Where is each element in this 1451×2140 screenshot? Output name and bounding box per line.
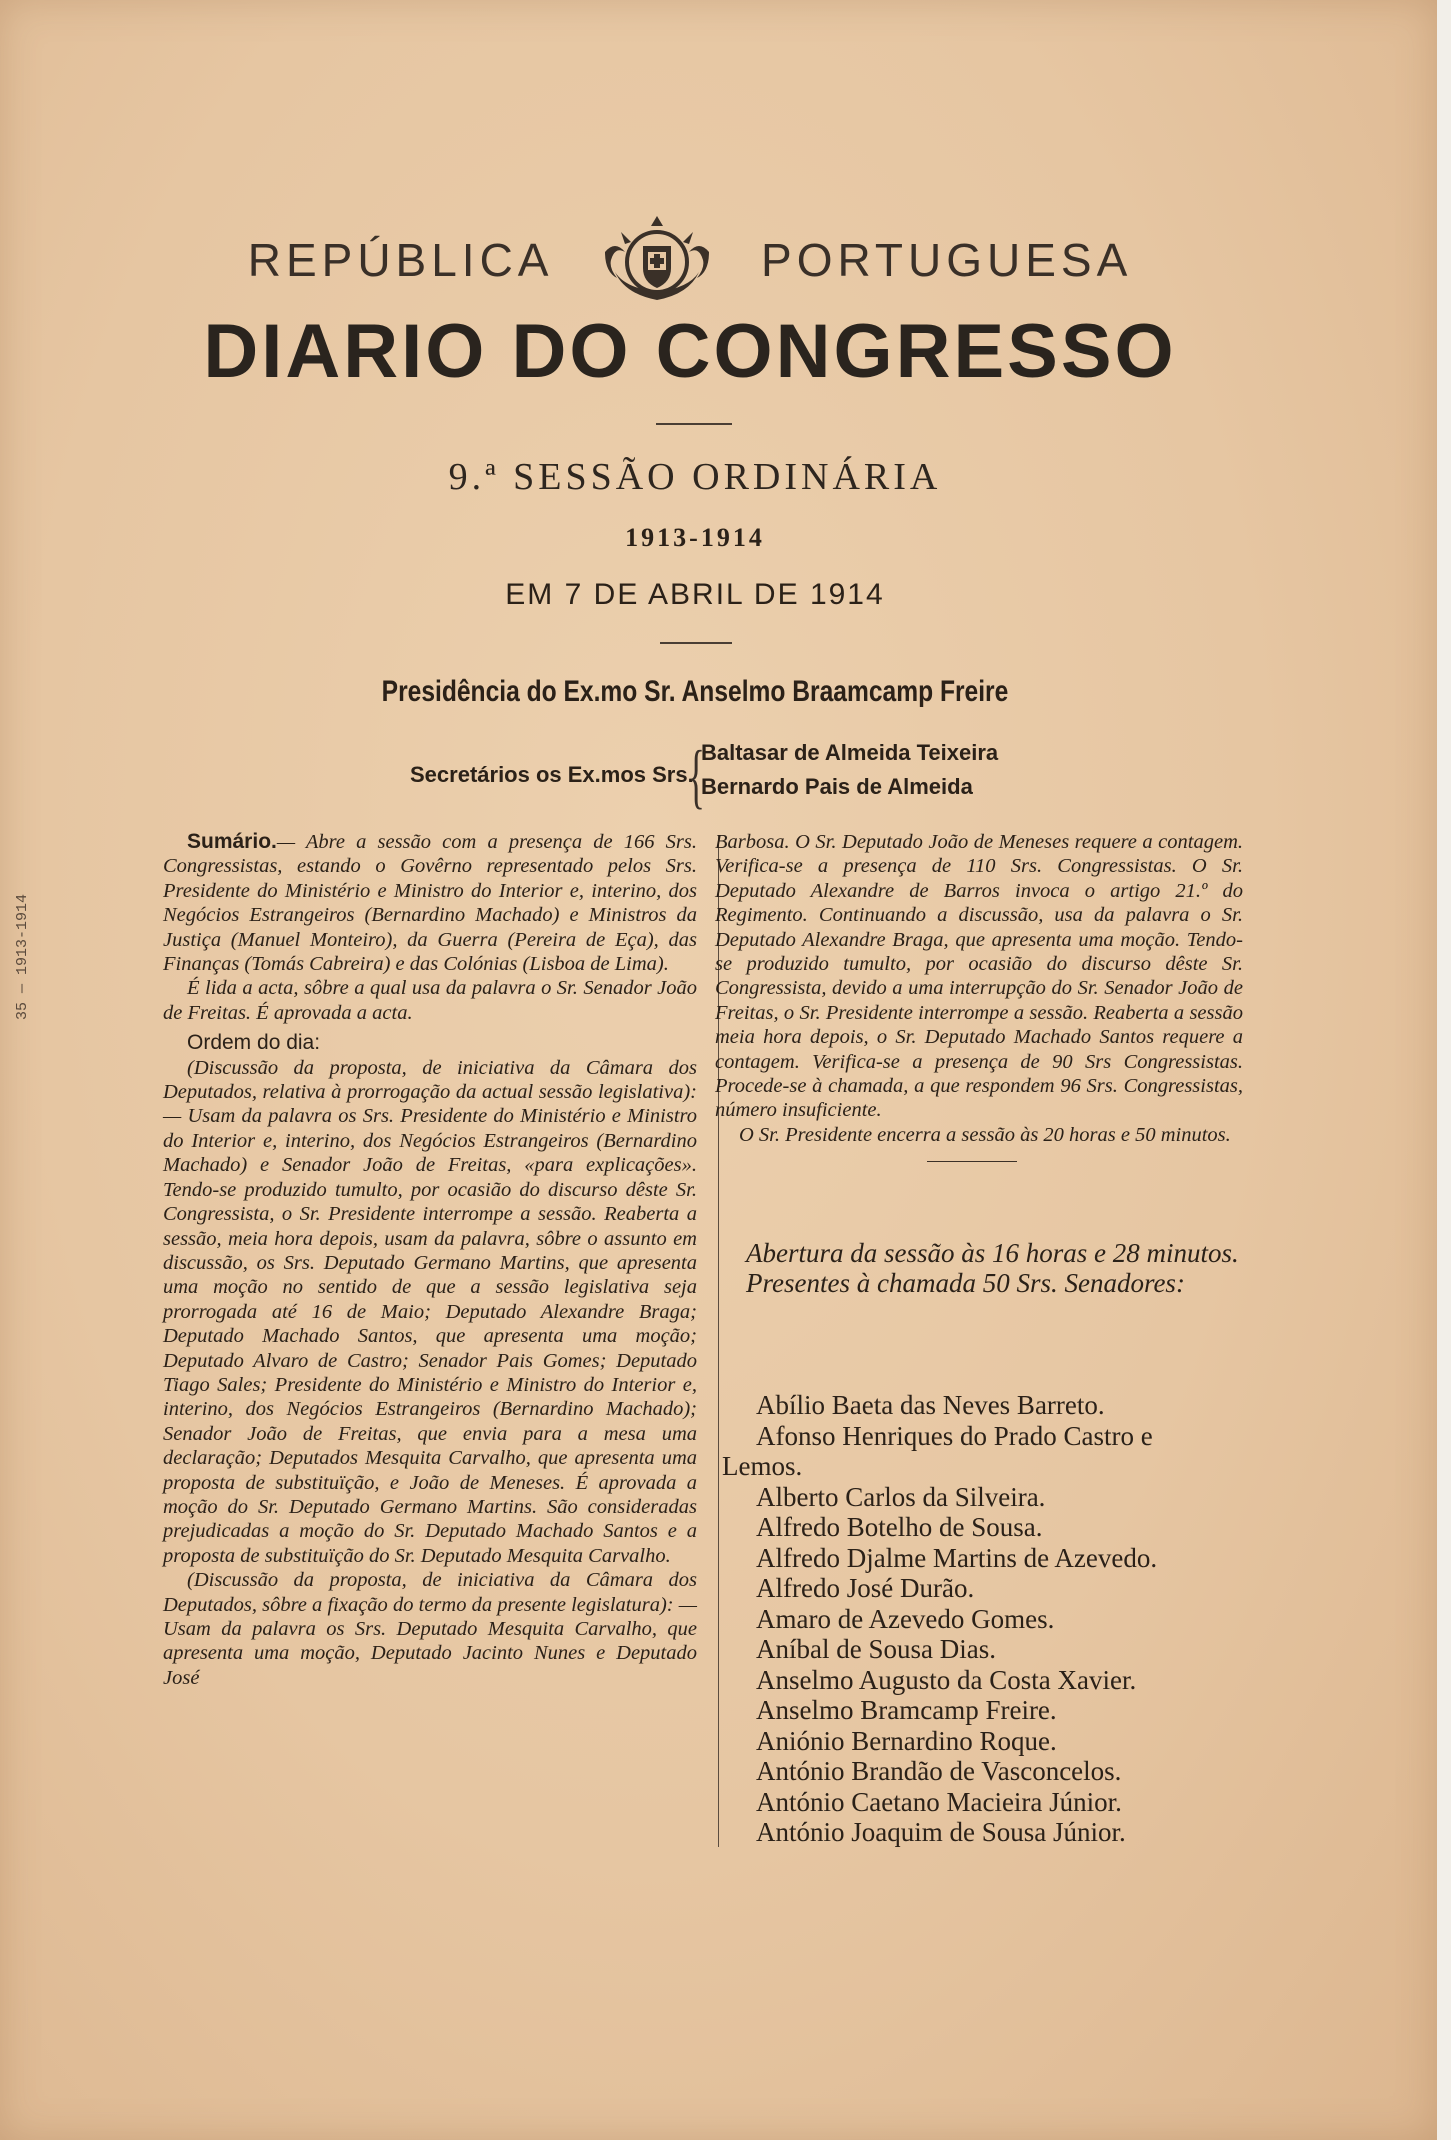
archive-code: [14, 980, 154, 1020]
divider: [927, 1161, 1017, 1162]
list-item: Anselmo Bramcamp Freire.: [756, 1695, 1057, 1725]
summary-left-column: [163, 830, 697, 1690]
senators-list: [722, 1390, 1247, 1848]
coat-of-arms-icon: [597, 212, 717, 308]
republic-left: REPÚBLICA: [247, 234, 554, 286]
masthead-republic: [0, 212, 1380, 308]
list-item: Alfredo Djalme Martins de Azevedo.: [756, 1542, 1158, 1573]
list-item: Alfredo Botelho de Sousa.: [756, 1512, 1043, 1542]
republic-right: PORTUGUESA: [761, 234, 1133, 286]
list-item: Alberto Carlos da Silveira.: [756, 1481, 1046, 1512]
session-title: 9.ª SESSÃO ORDINÁRIA: [448, 456, 942, 498]
list-item: António Joaquim de Sousa Júnior.: [756, 1817, 1126, 1847]
secretaries-names: [701, 736, 998, 804]
list-item: António Brandão de Vasconcelos.: [756, 1756, 1122, 1786]
divider: [656, 423, 732, 425]
scan-edge: [1437, 0, 1451, 2140]
summary-label: Sumário.: [187, 830, 277, 853]
summary-paragraph: (Discussão da proposta, de iniciativa da Câmara dos Deputados, relativa à prorrogação da actual sessão legislativa): — Usam da palavra os Srs. Presidente do Ministério e Ministro do Interior e, interino, dos Negócios Estrangeiros (Bernardino Machado) e Senador João de Freitas, «para explicações». Tendo-se produzido tumulto, por ocasião do discurso dêste Sr. Congressista, o Sr. Presidente interrompe a sessão. Reaberta a sessão, meia hora depois, usam da palavra, sôbre o assunto em discussão, os Srs. Deputado Germano Martins, que apresenta uma moção no sentido de que a sessão legislativa seja prorrogada até 16 de Maio; Deputado Alexandre Braga; Deputado Machado Santos, que apresenta uma moção; Deputado Alvaro de Castro; Senador Pais Gomes; Deputado Tiago Sales; Presidente do Ministério e Ministro do Interior e, interino, dos Negócios Estrangeiros (Bernardino Machado); Senador João de Freitas, que envia para a mesa uma declaração; Deputados Mesquita Carvalho, que apresenta uma proposta de substituïção, e João de Meneses. É aprovada a moção do Sr. Deputado Germano Martins. São consideradas prejudicadas a moção do Sr. Deputado Machado Santos e a proposta de substituïção do Sr. Deputado Mesquita Carvalho.: [163, 1056, 697, 1567]
session-date: EM 7 DE ABRIL DE 1914: [505, 578, 885, 611]
list-item: Amaro de Azevedo Gomes.: [756, 1603, 1055, 1634]
list-item: Lemos.: [722, 1451, 803, 1481]
list-item: António Caetano Macieira Júnior.: [756, 1786, 1122, 1817]
summary-paragraph: (Discussão da proposta, de iniciativa da Câmara dos Deputados, sôbre a fixação do termo da presente legislatura): — Usam da palavra os Srs. Deputado Mesquita Carvalho, que apresenta uma moção, Deputado Jacinto Nunes e Deputado José: [163, 1569, 697, 1689]
list-item: Anselmo Augusto da Costa Xavier.: [756, 1664, 1137, 1695]
opening-block: [722, 1238, 1247, 1298]
summary-paragraph: [163, 830, 697, 976]
opening-line: Abertura da sessão às 16 horas e 28 minutos.: [746, 1238, 1239, 1268]
summary-paragraph: É lida a acta, sôbre a qual usa da palavra o Sr. Senador João de Freitas. É aprovada a acta.: [163, 977, 697, 1024]
presidency-line: Presidência do Ex.mo Sr. Anselmo Braamcamp Freire: [381, 675, 1009, 708]
summary-paragraph: O Sr. Presidente encerra a sessão às 20 horas e 50 minutos.: [739, 1123, 1231, 1146]
order-label: Ordem do dia:: [187, 1031, 321, 1055]
list-item: Alfredo José Durão.: [756, 1573, 975, 1603]
brace: {: [687, 736, 705, 816]
summary-right-column: [715, 830, 1243, 1176]
session-years: 1913-1914: [625, 523, 765, 552]
secretaries-label: Secretários os Ex.mos Srs.: [410, 762, 694, 787]
secretary-name: Baltasar de Almeida Teixeira: [701, 740, 999, 765]
roll-call-line: Presentes à chamada 50 Srs. Senadores:: [746, 1268, 1185, 1298]
summary-text: — Abre a sessão com a presença de 166 Srs. Congressistas, estando o Govêrno representado pelos Srs. Presidente do Ministério e Ministro do Interior e, interino, dos Negócios Estrangeiros (Bernardino Machado) e Ministros da Justiça (Manuel Monteiro), da Guerra (Pereira de Eça), das Finanças (Tomás Cabreira) e das Colónias (Lisboa de Lima).: [163, 831, 697, 976]
list-item: Afonso Henriques do Prado Castro e: [756, 1420, 1153, 1451]
newspaper-title: DIARIO DO CONGRESSO: [203, 309, 1177, 394]
summary-paragraph: Barbosa. O Sr. Deputado João de Meneses requere a contagem. Verifica-se a presença de 110 Srs. Congressistas. O Sr. Deputado Alexandre de Barros invoca o artigo 21.º do Regimento. Continuando a discussão, usa da palavra o Sr. Deputado Alexandre Braga, que apresenta uma moção. Tendo-se produzido tumulto, por ocasião do discurso dêste Sr. Congressista, devido a uma interrupção do Sr. Senador João de Freitas, o Sr. Presidente interrompe a sessão. Reaberta a sessão meia hora depois, o Sr. Deputado Machado Santos requere a contagem. Verifica-se a presença de 90 Srs Congressistas. Procede-se à chamada, a que respondem 96 Srs. Congressistas, número insuficiente.: [715, 831, 1243, 1122]
list-item: Aniónio Bernardino Roque.: [756, 1725, 1057, 1756]
list-item: Abílio Baeta das Neves Barreto.: [756, 1390, 1105, 1420]
list-item: Aníbal de Sousa Dias.: [756, 1634, 996, 1664]
secretary-name: Bernardo Pais de Almeida: [701, 774, 973, 799]
divider: [660, 642, 732, 644]
